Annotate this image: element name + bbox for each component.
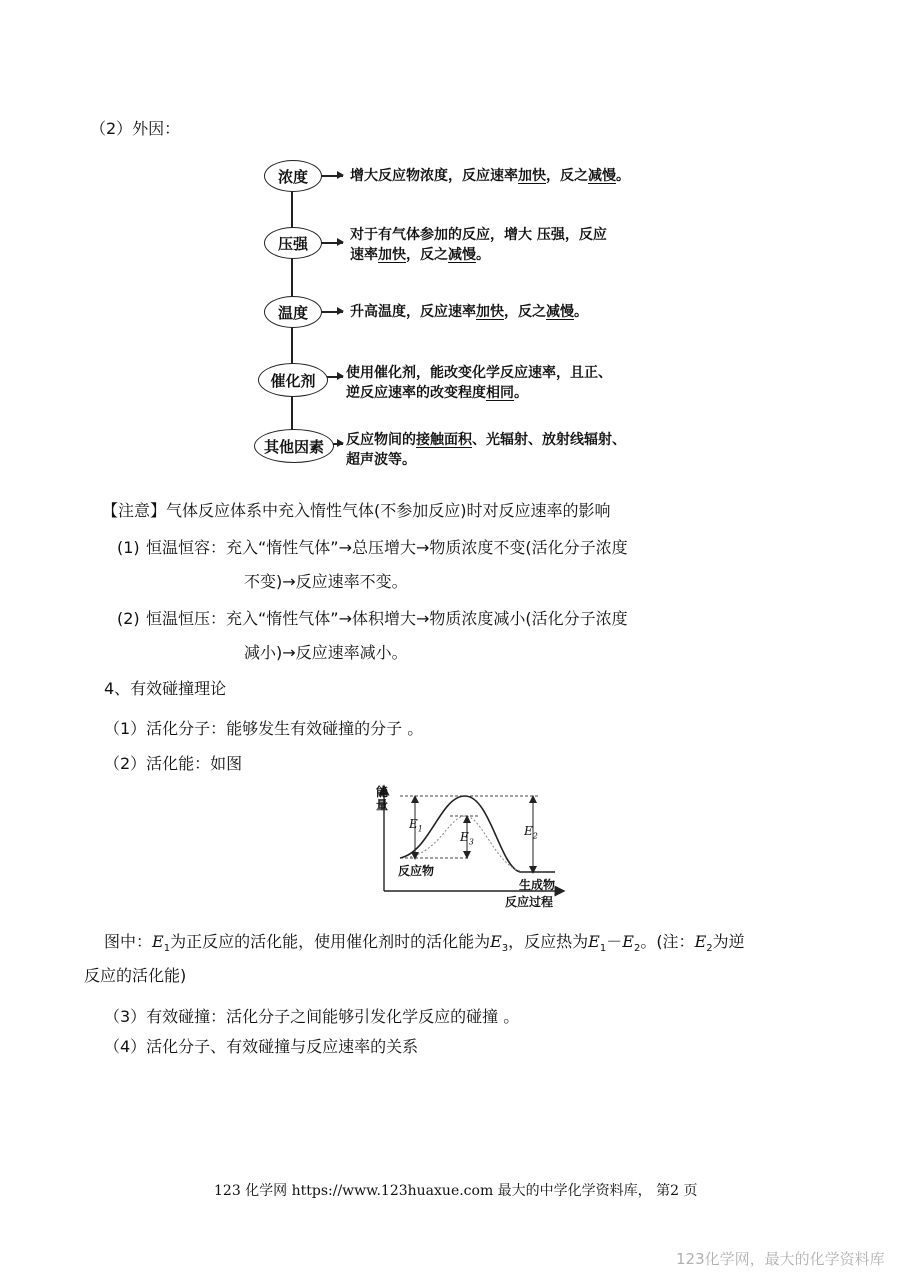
text-catalyst-line1: 使用催化剂，能改变化学反应速率，且正、 — [346, 365, 612, 381]
note-item1-number: (1) — [117, 538, 140, 557]
symbol-e: E — [622, 932, 634, 951]
item-activated-molecule: （1）活化分子：能够发生有效碰撞的分子 。 — [104, 719, 424, 738]
note-item1-line1: 恒温恒容：充入“惰性气体”→总压增大→物质浓度不变(活化分子浓度 — [146, 538, 628, 557]
e-subscript: 1 — [417, 824, 423, 834]
item-activation-energy: （2）活化能：如图 — [104, 754, 243, 773]
reactant-label: 反应物 — [398, 864, 435, 878]
e-letter: E — [524, 824, 533, 838]
note-item2-line1: 恒温恒压：充入“惰性气体”→体积增大→物质浓度减小(活化分子浓度 — [146, 609, 628, 628]
watermark: 123化学网，最大的化学资料库 — [676, 1250, 885, 1268]
text-part: 升高温度，反应速率 — [350, 304, 476, 320]
text-part: 。 — [514, 385, 528, 401]
symbol-e: E — [152, 932, 164, 951]
text-part: ，反之 — [504, 304, 546, 320]
underlined-answer: 加快 — [378, 247, 406, 263]
subscript: 1 — [599, 943, 607, 955]
subscript: 2 — [706, 943, 713, 955]
text-part: 增大反应物浓度，反应速率 — [350, 168, 518, 184]
subscript: 3 — [501, 943, 509, 955]
diagram-caption-line1 — [104, 931, 745, 960]
e3-label — [460, 830, 474, 846]
text-part: 。 — [616, 168, 630, 184]
symbol-e: E — [588, 932, 600, 951]
text-pressure-line1: 对于有气体参加的反应，增大 压强，反应 — [350, 227, 607, 243]
y-label-char: 量 — [376, 798, 389, 812]
note-item1-line2: 不变)→反应速率不变。 — [244, 572, 408, 591]
e-subscript: 2 — [532, 831, 538, 841]
arrow-icon — [333, 443, 343, 445]
diagram-caption-line2: 反应的活化能) — [84, 966, 187, 985]
subscript: 1 — [163, 943, 171, 955]
underlined-answer: 相同 — [486, 385, 514, 401]
text-part: 图中： — [104, 932, 153, 951]
arrow-icon — [321, 175, 343, 177]
item-relation: （4）活化分子、有效碰撞与反应速率的关系 — [104, 1037, 419, 1056]
oval-other-factors — [254, 429, 334, 463]
underlined-answer: 接触面积 — [416, 432, 472, 448]
section-external-factors: （2）外因： — [90, 119, 181, 138]
symbol-e: E — [490, 932, 502, 951]
text-part: ，反应热为 — [508, 932, 589, 951]
oval-label: 浓度 — [277, 167, 308, 186]
underlined-answer: 加快 — [518, 168, 546, 184]
symbol-e: E — [694, 932, 707, 951]
text-other-line2: 超声波等。 — [346, 452, 416, 468]
text-part: 速率 — [350, 247, 378, 263]
text-catalyst-line2 — [346, 382, 528, 404]
product-label: 生成物 — [519, 878, 556, 892]
item-effective-collision: （3）有效碰撞：活化分子之间能够引发化学反应的碰撞 。 — [104, 1007, 520, 1026]
e2-label — [524, 824, 538, 840]
oval-label: 催化剂 — [270, 371, 316, 390]
subscript: 2 — [633, 943, 641, 955]
e-letter: E — [460, 830, 469, 844]
oval-label: 压强 — [277, 234, 308, 253]
text-temperature — [350, 301, 588, 323]
arrow-icon — [321, 311, 343, 313]
oval-pressure — [264, 227, 322, 259]
text-part: 反应物间的 — [346, 432, 416, 448]
x-axis-label: 反应过程 — [505, 895, 554, 909]
y-axis-label — [376, 786, 388, 812]
oval-label: 温度 — [277, 303, 308, 322]
oval-temperature — [264, 296, 322, 328]
text-part: － — [606, 932, 623, 951]
note-title: 【注意】气体反应体系中充入惰性气体(不参加反应)时对反应速率的影响 — [102, 501, 611, 520]
underlined-answer: 减慢 — [588, 168, 616, 184]
underlined-answer: 减慢 — [448, 247, 476, 263]
text-part: 。 — [574, 304, 588, 320]
e-subscript: 3 — [468, 837, 474, 847]
text-other-line1 — [346, 429, 626, 451]
text-part: ，反之 — [546, 168, 588, 184]
text-part: 逆反应速率的改变程度 — [346, 385, 486, 401]
text-part: 为逆 — [712, 932, 745, 951]
e1-label — [409, 817, 423, 833]
text-part: 为正反应的活化能，使用催化剂时的活化能为 — [170, 932, 491, 951]
arrow-icon — [321, 242, 343, 244]
page-footer: 123 化学网 https://www.123huaxue.com 最大的中学化学资料库， 第2 页 — [214, 1183, 698, 1199]
text-part: ，反之 — [406, 247, 448, 263]
text-part: 。(注： — [640, 932, 695, 951]
arrow-icon — [327, 376, 343, 378]
note-item2-line2: 减小)→反应速率减小。 — [244, 643, 408, 662]
section-4-heading: 4、有效碰撞理论 — [104, 679, 227, 698]
oval-catalyst — [258, 363, 328, 397]
text-part: 。 — [476, 247, 490, 263]
e-letter: E — [409, 817, 418, 831]
oval-label: 其他因素 — [263, 437, 324, 456]
text-part: 、光辐射、放射线辐射、 — [472, 432, 626, 448]
oval-concentration — [264, 160, 322, 192]
underlined-answer: 减慢 — [546, 304, 574, 320]
y-label-char: 能 — [376, 785, 389, 799]
text-concentration — [350, 165, 630, 187]
text-pressure-line2 — [350, 244, 490, 266]
note-item2-number: (2) — [117, 609, 140, 628]
underlined-answer: 加快 — [476, 304, 504, 320]
